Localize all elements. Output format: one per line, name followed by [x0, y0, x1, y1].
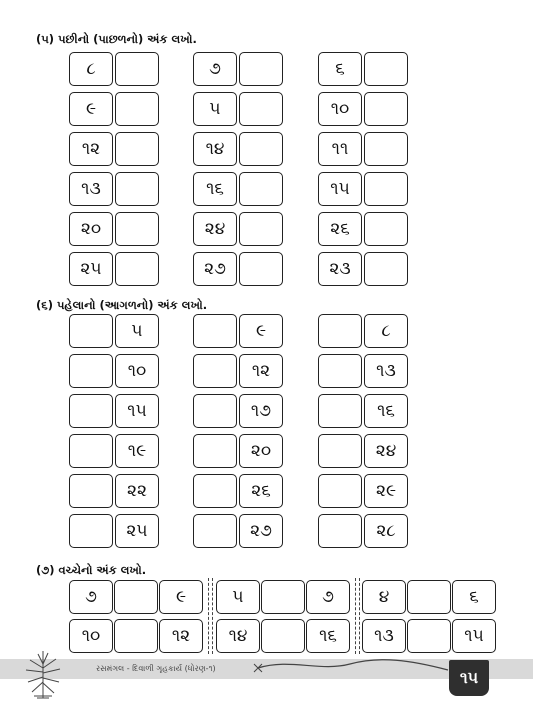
section-7-heading: (૭) વચ્ચેનો અંક લખો.	[36, 563, 147, 577]
answer-box[interactable]	[115, 252, 159, 286]
answer-box[interactable]	[114, 619, 158, 653]
answer-box[interactable]	[115, 172, 159, 206]
given-number-box: ૫	[193, 92, 237, 126]
answer-box[interactable]	[364, 172, 408, 206]
given-number-box: ૨૫	[69, 252, 113, 286]
answer-box[interactable]	[69, 314, 113, 348]
given-number-box: ૮	[69, 52, 113, 86]
answer-box[interactable]	[318, 314, 362, 348]
given-number-box: ૨૭	[193, 252, 237, 286]
given-number-box: ૧૦	[69, 619, 113, 653]
section-6-heading: (૬) પહેલાનો (આગળનો) અંક લખો.	[36, 298, 208, 312]
answer-box[interactable]	[318, 514, 362, 548]
given-number-box: ૧૨	[159, 619, 203, 653]
answer-box[interactable]	[364, 212, 408, 246]
given-number-box: ૧૬	[364, 394, 408, 428]
given-number-box: ૧૩	[364, 354, 408, 388]
given-number-box: ૨૭	[239, 514, 283, 548]
answer-box[interactable]	[115, 92, 159, 126]
answer-box[interactable]	[318, 434, 362, 468]
answer-box[interactable]	[407, 619, 451, 653]
given-number-box: ૧૫	[452, 619, 496, 653]
section-7-divider	[208, 578, 209, 654]
cracker-string-icon	[250, 650, 450, 684]
answer-box[interactable]	[193, 434, 237, 468]
given-number-box: ૨૦	[239, 434, 283, 468]
given-number-box: ૧૬	[306, 619, 350, 653]
footer-text: રસમંગલ - દિવાળી ગૃહકાર્ય (ધોરણ-૧)	[96, 664, 216, 673]
answer-box[interactable]	[318, 394, 362, 428]
given-number-box: ૧૭	[239, 394, 283, 428]
answer-box[interactable]	[261, 580, 305, 614]
given-number-box: ૨૩	[318, 252, 362, 286]
given-number-box: ૧૯	[115, 434, 159, 468]
given-number-box: ૧૫	[115, 394, 159, 428]
answer-box[interactable]	[239, 52, 283, 86]
given-number-box: ૯	[159, 580, 203, 614]
section-7-divider	[355, 578, 356, 654]
given-number-box: ૭	[193, 52, 237, 86]
answer-box[interactable]	[193, 474, 237, 508]
given-number-box: ૬	[318, 52, 362, 86]
given-number-box: ૧૧	[318, 132, 362, 166]
given-number-box: ૫	[115, 314, 159, 348]
answer-box[interactable]	[239, 92, 283, 126]
given-number-box: ૯	[239, 314, 283, 348]
given-number-box: ૧૦	[115, 354, 159, 388]
given-number-box: ૮	[364, 314, 408, 348]
answer-box[interactable]	[364, 52, 408, 86]
answer-box[interactable]	[318, 474, 362, 508]
answer-box[interactable]	[193, 514, 237, 548]
answer-box[interactable]	[261, 619, 305, 653]
given-number-box: ૭	[306, 580, 350, 614]
given-number-box: ૨૯	[364, 474, 408, 508]
answer-box[interactable]	[239, 132, 283, 166]
given-number-box: ૬	[452, 580, 496, 614]
section-5-heading: (૫) પછીનો (પાછળનો) અંક લખો.	[36, 32, 197, 46]
answer-box[interactable]	[239, 252, 283, 286]
sparkler-tree-icon	[22, 650, 64, 704]
answer-box[interactable]	[69, 434, 113, 468]
answer-box[interactable]	[193, 314, 237, 348]
answer-box[interactable]	[69, 354, 113, 388]
answer-box[interactable]	[69, 474, 113, 508]
given-number-box: ૧૬	[193, 172, 237, 206]
answer-box[interactable]	[239, 172, 283, 206]
page-number-badge: ૧૫	[449, 660, 489, 696]
given-number-box: ૧૪	[193, 132, 237, 166]
given-number-box: ૧૨	[239, 354, 283, 388]
answer-box[interactable]	[364, 252, 408, 286]
answer-box[interactable]	[115, 212, 159, 246]
given-number-box: ૫	[216, 580, 260, 614]
answer-box[interactable]	[115, 132, 159, 166]
given-number-box: ૨૮	[364, 514, 408, 548]
given-number-box: ૧૩	[69, 172, 113, 206]
answer-box[interactable]	[364, 92, 408, 126]
given-number-box: ૨૨	[115, 474, 159, 508]
given-number-box: ૭	[69, 580, 113, 614]
given-number-box: ૧૫	[318, 172, 362, 206]
given-number-box: ૧૨	[69, 132, 113, 166]
given-number-box: ૨૪	[364, 434, 408, 468]
given-number-box: ૯	[69, 92, 113, 126]
answer-box[interactable]	[114, 580, 158, 614]
answer-box[interactable]	[364, 132, 408, 166]
section-7-divider	[359, 578, 360, 654]
given-number-box: ૪	[362, 580, 406, 614]
answer-box[interactable]	[193, 354, 237, 388]
answer-box[interactable]	[239, 212, 283, 246]
given-number-box: ૨૬	[318, 212, 362, 246]
section-7-divider	[212, 578, 213, 654]
given-number-box: ૧૪	[216, 619, 260, 653]
answer-box[interactable]	[318, 354, 362, 388]
answer-box[interactable]	[193, 394, 237, 428]
given-number-box: ૨૬	[239, 474, 283, 508]
given-number-box: ૧૩	[362, 619, 406, 653]
given-number-box: ૨૪	[193, 212, 237, 246]
given-number-box: ૧૦	[318, 92, 362, 126]
answer-box[interactable]	[69, 514, 113, 548]
given-number-box: ૨૦	[69, 212, 113, 246]
answer-box[interactable]	[407, 580, 451, 614]
given-number-box: ૨૫	[115, 514, 159, 548]
answer-box[interactable]	[115, 52, 159, 86]
answer-box[interactable]	[69, 394, 113, 428]
